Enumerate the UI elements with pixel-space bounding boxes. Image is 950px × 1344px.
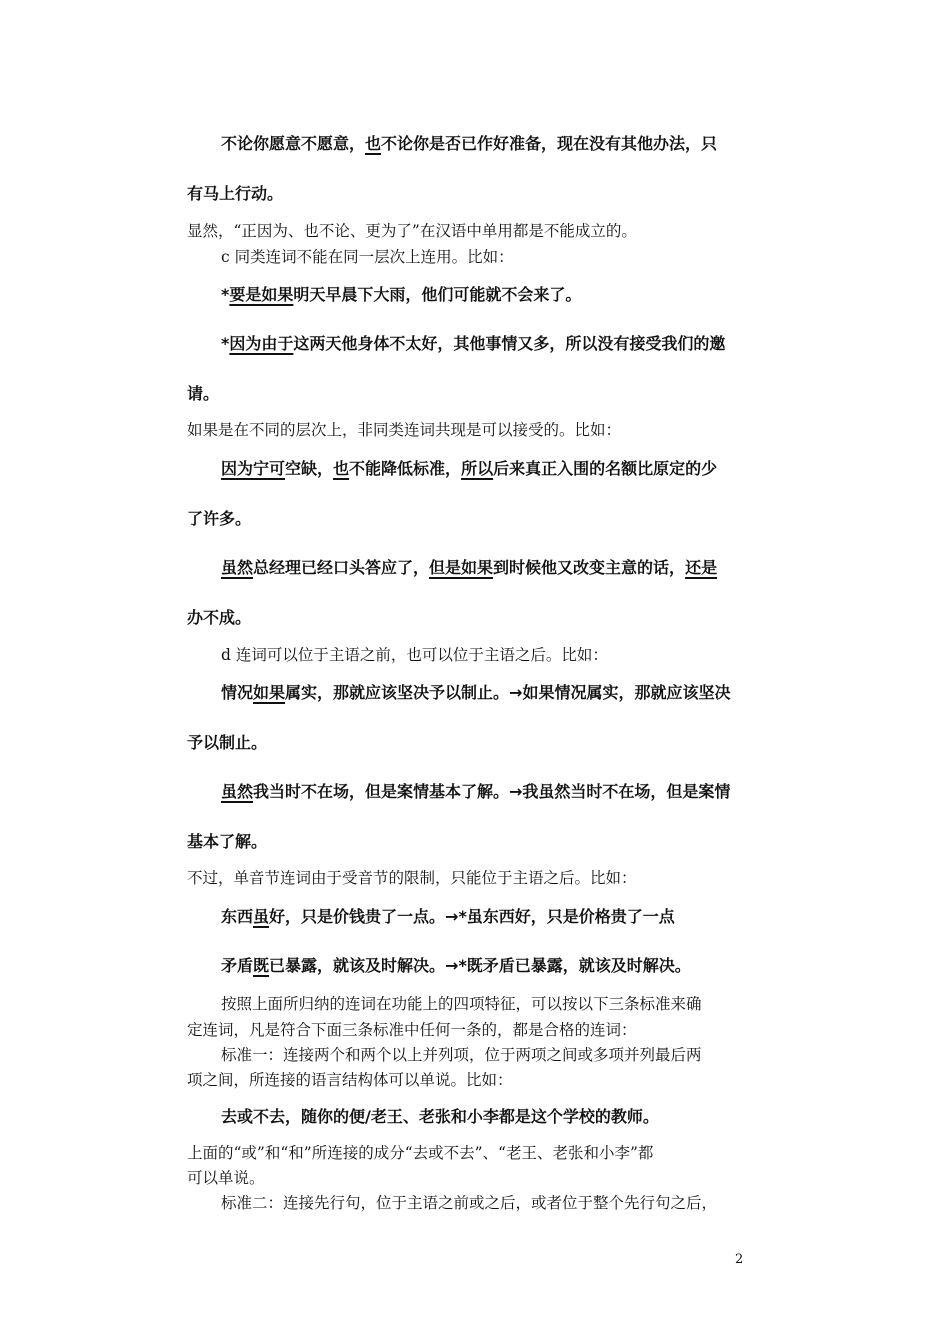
text-segment: 到时候他又改变主意的话，	[493, 558, 686, 577]
prose-line	[0, 1018, 950, 1040]
underlined-conjunction: 因为宁可	[221, 459, 286, 478]
text-segment: 矛盾	[221, 956, 254, 975]
text-segment: *	[221, 285, 230, 304]
text-segment: 后来真正入围的名额比原定的少	[493, 459, 718, 478]
example-sentence-line	[0, 555, 950, 578]
text-segment: 属实，那就应该坚决予以制止。→如果情况属实，那就应该坚决	[285, 683, 731, 702]
example-sentence-line	[0, 829, 950, 852]
underlined-conjunction: 所以	[461, 459, 494, 478]
prose-line	[0, 1166, 950, 1188]
text-segment: 基本了解。	[187, 832, 268, 851]
underlined-conjunction: 既	[253, 956, 270, 975]
text-segment: 不论你是否已作好准备，现在没有其他办法，只	[381, 134, 718, 153]
text-segment: 请。	[187, 384, 220, 403]
example-sentence-line	[0, 381, 950, 404]
text-segment: *	[221, 334, 230, 353]
text-segment: 项之间，所连接的语言结构体可以单说。比如：	[187, 1071, 513, 1089]
prose-line	[0, 643, 950, 665]
underlined-conjunction: 如果	[253, 683, 286, 702]
example-sentence-line	[0, 131, 950, 154]
text-segment: 办不成。	[187, 608, 252, 627]
text-segment: 如果是在不同的层次上，非同类连词共现是可以接受的。比如：	[187, 421, 622, 439]
example-sentence-line	[0, 904, 950, 927]
text-segment: d 连词可以位于主语之前，也可以位于主语之后。比如：	[221, 646, 608, 664]
example-sentence-line	[0, 1104, 950, 1127]
underlined-conjunction: 虽然	[221, 782, 254, 801]
example-sentence-line	[0, 282, 950, 305]
text-segment: 去或不去，随你的便/老王、老张和小李都是这个学校的教师。	[221, 1107, 659, 1126]
text-segment: 空缺，	[285, 459, 334, 478]
prose-line	[0, 418, 950, 440]
prose-line	[0, 1043, 950, 1065]
text-segment: 东西	[221, 907, 254, 926]
example-sentence-line	[0, 456, 950, 479]
text-segment: 上面的“或”和“和”所连接的成分“去或不去”、“老王、老张和小李”都	[187, 1144, 654, 1162]
prose-line	[0, 1191, 950, 1213]
text-segment: 我当时不在场，但是案情基本了解。→我虽然当时不在场，但是案情	[253, 782, 731, 801]
underlined-conjunction: 也	[333, 459, 350, 478]
example-sentence-line	[0, 779, 950, 802]
text-segment: 标准二：连接先行句，位于主语之前或之后，或者位于整个先行句之后，	[221, 1194, 718, 1212]
text-segment: 可以单说。	[187, 1169, 265, 1187]
example-sentence-line	[0, 730, 950, 753]
text-segment: 情况	[221, 683, 254, 702]
example-sentence-line	[0, 506, 950, 529]
text-segment: 好，只是价钱贵了一点。→*虽东西好，只是价格贵了一点	[269, 907, 675, 926]
text-segment: 标准一：连接两个和两个以上并列项，位于两项之间或多项并列最后两	[221, 1046, 702, 1064]
prose-line	[0, 866, 950, 888]
prose-line	[0, 992, 950, 1014]
text-segment: 予以制止。	[187, 733, 268, 752]
example-sentence-line	[0, 953, 950, 976]
text-segment: 不论你愿意不愿意，	[221, 134, 366, 153]
prose-line	[0, 245, 950, 267]
text-segment: 显然，“正因为、也不论、更为了”在汉语中单用都是不能成立的。	[187, 222, 637, 240]
underlined-conjunction: 但是如果	[429, 558, 494, 577]
text-segment: 了许多。	[187, 509, 252, 528]
text-segment: 不过，单音节连词由于受音节的限制，只能位于主语之后。比如：	[187, 869, 637, 887]
example-sentence-line	[0, 181, 950, 204]
page-number: 2	[735, 1252, 744, 1267]
text-segment: 有马上行动。	[187, 184, 284, 203]
text-segment: c 同类连词不能在同一层次上连用。比如：	[221, 248, 514, 266]
text-segment: 总经理已经口头答应了，	[253, 558, 430, 577]
underlined-conjunction: 虽然	[221, 558, 254, 577]
text-segment: 不能降低标准，	[349, 459, 462, 478]
text-segment: 已暴露，就该及时解决。→*既矛盾已暴露，就该及时解决。	[269, 956, 691, 975]
underlined-conjunction: 因为由于	[229, 334, 294, 353]
text-segment: 按照上面所归纳的连词在功能上的四项特征，可以按以下三条标准来确	[221, 995, 702, 1013]
text-segment: 定连词，凡是符合下面三条标准中任何一条的，都是合格的连词：	[187, 1021, 637, 1039]
text-segment: 明天早晨下大雨，他们可能就不会来了。	[293, 285, 582, 304]
underlined-conjunction: 要是如果	[229, 285, 294, 304]
underlined-conjunction: 也	[365, 134, 382, 153]
underlined-conjunction: 虽	[253, 907, 270, 926]
prose-line	[0, 1068, 950, 1090]
text-segment: 这两天他身体不太好，其他事情又多，所以没有接受我们的邀	[293, 334, 726, 353]
example-sentence-line	[0, 680, 950, 703]
example-sentence-line	[0, 331, 950, 354]
prose-line	[0, 219, 950, 241]
example-sentence-line	[0, 605, 950, 628]
prose-line	[0, 1141, 950, 1163]
underlined-conjunction: 还是	[685, 558, 718, 577]
